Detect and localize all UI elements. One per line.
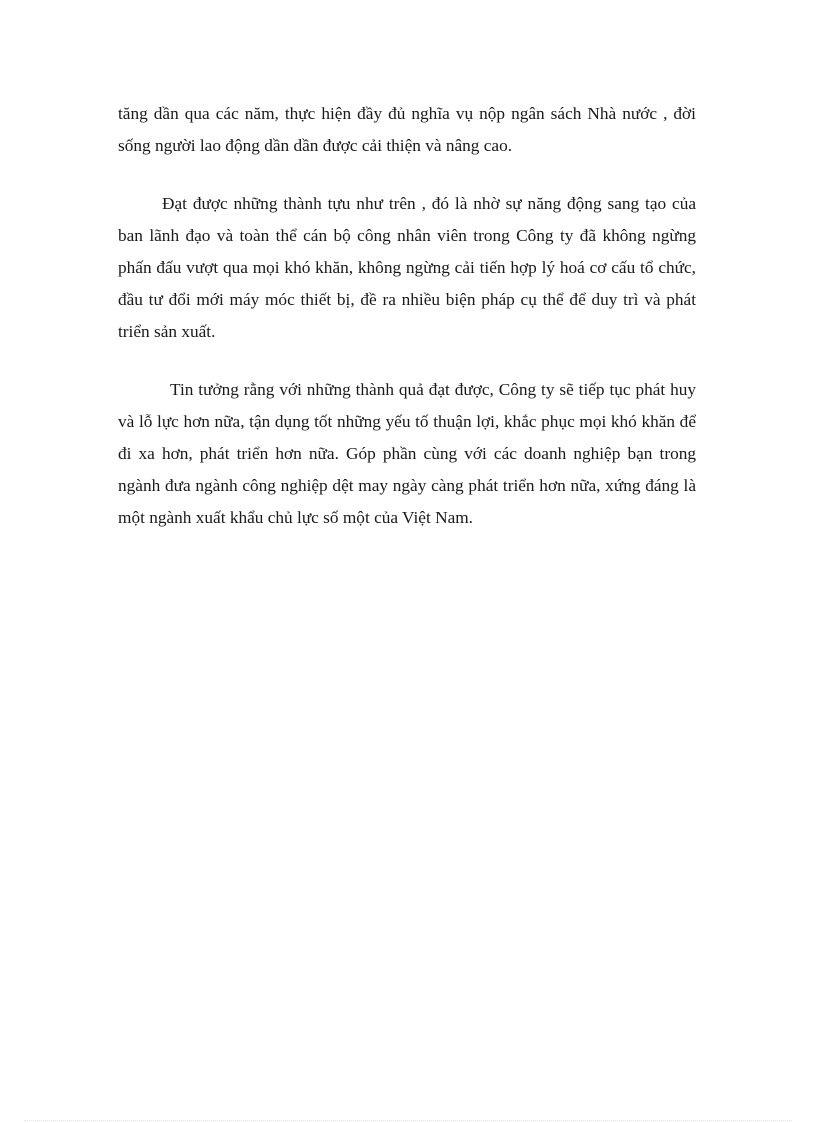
paragraph-achievements: Đạt được những thành tựu như trên , đó là nhờ sự năng động sang tạo của ban lãnh đạo và toàn thể cán bộ công nhân viên trong Công ty đã không ngừng phấn đấu vượt qua mọi khó khăn, không ngừng cải tiến hợp lý hoá cơ cấu tổ chức, đầu tư đổi mới máy móc thiết bị, đề ra nhiều biện pháp cụ thể để duy trì và phát triển sản xuất. [118, 194, 696, 341]
paragraph-outlook: Tin tưởng rằng với những thành quả đạt được, Công ty sẽ tiếp tục phát huy và lỗ lực hơn nữa, tận dụng tốt những yếu tố thuận lợi, khắc phục mọi khó khăn để đi xa hơn, phát triển hơn nữa. Góp phần cùng với các doanh nghiệp bạn trong ngành đưa ngành công nghiệp dệt may ngày càng phát triển hơn nữa, xứng đáng là một ngành xuất khẩu chủ lực số một của Việt Nam. [118, 380, 696, 527]
body-text [118, 98, 696, 534]
paragraph-continuation: tăng dần qua các năm, thực hiện đầy đủ nghĩa vụ nộp ngân sách Nhà nước , đời sống người lao động dần dần được cải thiện và nâng cao. [118, 104, 696, 155]
page-bottom-divider [24, 1120, 792, 1121]
